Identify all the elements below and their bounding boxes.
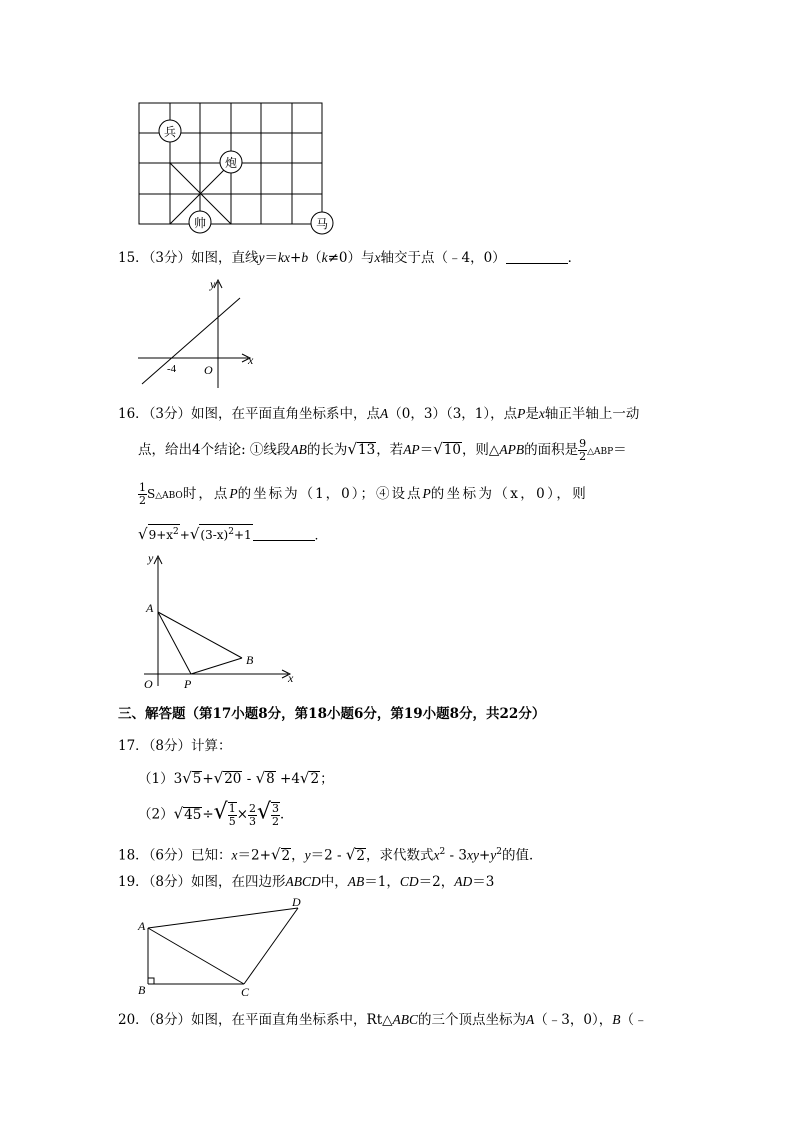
q17-number: 17． — [118, 738, 149, 754]
q17-p2-frac1 — [228, 802, 237, 828]
q16-graph — [136, 548, 302, 694]
radical-icon: √ — [255, 769, 266, 787]
q20-text-b: 的三个顶点坐标为 — [418, 1012, 527, 1028]
q16-AP: AP — [403, 442, 420, 457]
q19-text-a: 如图，在四边形 — [191, 874, 286, 890]
q19-C-label: C — [241, 985, 250, 999]
q16-end: ． — [314, 528, 327, 542]
q17-p1-end: ； — [320, 771, 334, 787]
q16-y-label: y — [148, 551, 154, 565]
q15-text-a: 如图，直线 — [191, 250, 259, 266]
q17-part2 — [138, 799, 294, 828]
q16-A-label: A — [146, 601, 154, 615]
q16-frac-den: 2 — [579, 450, 587, 463]
q17-p1-r3: 8 — [266, 771, 275, 787]
q16-line2-b: 的长为 — [306, 442, 348, 458]
q16-line1-c: 是 — [525, 406, 539, 422]
q16-line4-r1: 9+x — [148, 528, 174, 542]
piece-bing: 兵 — [163, 125, 177, 139]
q16-eq2: ＝ — [613, 442, 627, 458]
q17-p2-f1-num: 1 — [228, 802, 236, 815]
q17-p1-plus: + — [202, 771, 214, 787]
q20-ABC: ABC — [392, 1012, 419, 1027]
q17-p1-minus: - — [242, 771, 256, 787]
q17-p2-f2-num: 2 — [249, 801, 256, 815]
piece-ma: 马 — [315, 217, 329, 231]
q15-end: ． — [567, 250, 582, 266]
q17-points: （8分） — [148, 738, 192, 754]
question-19 — [118, 872, 494, 892]
q16-pt-A: A — [380, 406, 389, 421]
q17-p2-label: （2） — [138, 806, 174, 823]
q18-y2: y — [490, 847, 497, 863]
q17-p1-r1: 5 — [192, 771, 202, 787]
q16-line2-e: 的面积是 — [524, 442, 579, 458]
q19-D-label: D — [292, 895, 301, 909]
q16-line4-r2: (3-x) — [200, 528, 229, 542]
q16-O-label: O — [144, 677, 153, 691]
q18-mid: - 3 — [445, 847, 467, 864]
q18-sup1: 2 — [439, 847, 446, 857]
q17-p2-r1: 45 — [184, 806, 202, 823]
q15-answer-blank — [506, 249, 568, 264]
question-18 — [118, 842, 542, 866]
q18-xy: xy — [466, 847, 479, 863]
q16-line3-S: S — [147, 487, 156, 501]
q16-line4-sup2: 2 — [228, 527, 234, 537]
q20-points: （8分） — [148, 1012, 192, 1028]
q18-x: x — [231, 847, 238, 863]
q17-p2-f3-den: 2 — [272, 815, 280, 828]
radical-icon: √ — [213, 799, 228, 825]
q16-fraction — [578, 438, 587, 463]
q15-eq-y: y — [258, 250, 265, 265]
question-20 — [118, 1010, 647, 1030]
q18-text-c: 的值． — [501, 847, 543, 864]
q19-quadrilateral — [134, 894, 314, 1000]
q17-p2-end: ． — [280, 806, 294, 823]
q17-p2-f1-den: 5 — [228, 815, 236, 828]
q16-frac-num: 9 — [579, 437, 587, 450]
question-16-line4 — [138, 524, 327, 545]
section-3-title: 三、解答题（第17小题8分，第18小题6分，第19小题8分，共22分） — [118, 706, 546, 722]
q16-seg-AB: AB — [290, 442, 307, 457]
q16-pt-P: P — [517, 406, 526, 421]
q16-line2-c: ，若 — [376, 442, 404, 458]
q19-ABCD: ABCD — [285, 874, 321, 889]
q15-cond-k: k — [321, 250, 328, 265]
q20-A: A — [526, 1012, 535, 1027]
q19-points: （8分） — [148, 874, 192, 890]
q19-AD: AD — [454, 874, 473, 889]
q17-p1-plus2: +4 — [275, 771, 300, 787]
q15-eq-kx: kx — [278, 250, 291, 265]
q16-x-label: x — [288, 671, 294, 685]
q15-number: 15． — [118, 250, 149, 266]
radical-icon: √ — [182, 769, 192, 787]
radical-icon: √ — [213, 769, 224, 787]
q16-sub-ABP: △ABP — [587, 447, 614, 457]
q16-eq: ＝ — [419, 442, 434, 458]
radical-icon: √ — [433, 440, 443, 458]
q17-p1-a: 3 — [173, 771, 183, 787]
q17-p2-f2-den: 3 — [249, 814, 256, 828]
question-17 — [118, 736, 232, 756]
q16-sqrt13: 13 — [358, 442, 376, 458]
q15-axis-x: x — [374, 250, 381, 265]
chess-board-figure — [130, 96, 340, 236]
q18-r2: 2 — [356, 847, 365, 864]
q16-line4-rad1 — [148, 524, 180, 542]
q15-eq-plus: + — [290, 250, 302, 266]
q15-eq-eq: ＝ — [264, 250, 279, 266]
q18-r1: 2 — [281, 847, 291, 864]
q16-line1-d: 轴正半轴上一动 — [544, 406, 640, 422]
q16-answer-blank — [253, 526, 315, 541]
q17-p1-label: （1） — [138, 771, 174, 787]
q16-line3-fraction — [138, 482, 147, 507]
q16-line4-sup: 2 — [173, 527, 179, 537]
q19-v2: ＝2， — [418, 874, 455, 890]
q15-text-b: 与 — [360, 250, 375, 266]
q16-line2-d: ，则△ — [461, 442, 500, 458]
q15-cond-ne: ≠0） — [327, 250, 361, 266]
q15-points: （3分） — [148, 250, 192, 266]
q19-v1: ＝1， — [364, 874, 400, 890]
q16-line3-P2: P — [422, 486, 431, 501]
q18-eq-b: ＝2 - — [310, 847, 346, 864]
q19-B-label: B — [138, 983, 146, 997]
q18-eq-a: ＝2+ — [237, 847, 271, 864]
q17-part1 — [138, 768, 334, 789]
q19-v3: ＝3 — [472, 874, 495, 890]
q17-p1-r4: 2 — [310, 771, 320, 787]
q16-line3-frac-num: 1 — [139, 481, 146, 494]
q19-AB: AB — [347, 874, 365, 889]
q16-points: （3分） — [148, 406, 192, 422]
q16-line1-b: （0，3）（3，1），点 — [388, 406, 518, 422]
radical-icon: √ — [257, 799, 272, 825]
q18-y: y — [304, 847, 311, 863]
q20-text-c: （﹣3，0）， — [534, 1012, 613, 1028]
q15-graph — [130, 276, 260, 392]
q18-comma: ， — [291, 847, 305, 864]
q18-x2: x — [433, 847, 440, 863]
q20-text-d: （﹣ — [620, 1012, 648, 1028]
q17-p2-frac3 — [271, 802, 280, 828]
radical-icon: √ — [299, 769, 310, 787]
q16-line3-P: P — [229, 486, 238, 501]
q19-number: 19． — [118, 874, 149, 890]
q16-line3-sub: △ABO — [155, 491, 183, 501]
radical-icon: √ — [189, 525, 200, 543]
radical-icon: √ — [345, 845, 356, 864]
q15-text-c: 轴交于点（﹣4，0） — [380, 250, 506, 266]
q16-B-label: B — [246, 653, 254, 667]
question-16-line3 — [138, 482, 588, 507]
q19-text-b: 中， — [320, 874, 348, 890]
question-15 — [118, 248, 581, 268]
radical-icon: √ — [173, 804, 184, 823]
q16-line3-a: 时，点 — [182, 486, 230, 502]
q18-text-b: ，求代数式 — [365, 847, 434, 864]
radical-icon: √ — [138, 525, 148, 543]
piece-shuai: 帅 — [193, 216, 207, 230]
q16-line3-b: 的坐标为（1，0）；④设点 — [237, 486, 423, 502]
q18-text-a: 已知： — [191, 847, 232, 864]
q16-line4-r2b: +1 — [233, 528, 252, 542]
q15-neg4-label: -4 — [167, 363, 177, 375]
q17-text: 计算： — [191, 738, 232, 754]
q17-p2-div: ÷ — [202, 806, 214, 823]
q18-number: 18． — [118, 847, 149, 864]
piece-pao: 炮 — [224, 156, 238, 170]
q15-y-label: y — [210, 277, 216, 291]
q15-eq-b: b — [301, 250, 309, 265]
q18-sup2: 2 — [496, 847, 502, 857]
q15-origin-label: O — [204, 363, 213, 377]
question-16-line1 — [118, 404, 639, 424]
q16-P-label: P — [184, 677, 192, 691]
q20-B: B — [612, 1012, 621, 1027]
q16-line2-a: 点，给出4个结论: ①线段 — [138, 442, 291, 458]
q18-points: （6分） — [148, 847, 192, 864]
q15-paren: （ — [308, 250, 322, 266]
q15-x-label: x — [248, 353, 254, 367]
q19-A-label: A — [138, 919, 146, 933]
q16-line4-rad2 — [199, 524, 252, 542]
q18-plus: + — [478, 847, 491, 864]
q16-APB: APB — [499, 442, 525, 457]
q19-CD: CD — [399, 874, 419, 889]
radical-icon: √ — [347, 440, 357, 458]
q20-text-a: 如图，在平面直角坐标系中，Rt△ — [191, 1012, 393, 1028]
q16-line3-frac-den: 2 — [139, 494, 146, 507]
radical-icon: √ — [270, 845, 281, 864]
q16-line3-c: 的坐标为（x，0），则 — [430, 486, 589, 502]
q17-p2-frac2 — [248, 803, 257, 828]
q16-line1-a: 如图，在平面直角坐标系中，点 — [191, 406, 381, 422]
q20-number: 20． — [118, 1012, 149, 1028]
question-16-line2 — [138, 438, 627, 463]
q16-sqrt10: 10 — [443, 442, 461, 458]
q16-line4-plus: + — [179, 528, 190, 542]
q16-number: 16． — [118, 406, 149, 422]
q17-p2-times: × — [236, 806, 248, 823]
q17-p2-f3-num: 3 — [272, 802, 280, 815]
q16-axis-x: x — [538, 406, 545, 421]
q17-p1-r2: 20 — [224, 771, 242, 787]
